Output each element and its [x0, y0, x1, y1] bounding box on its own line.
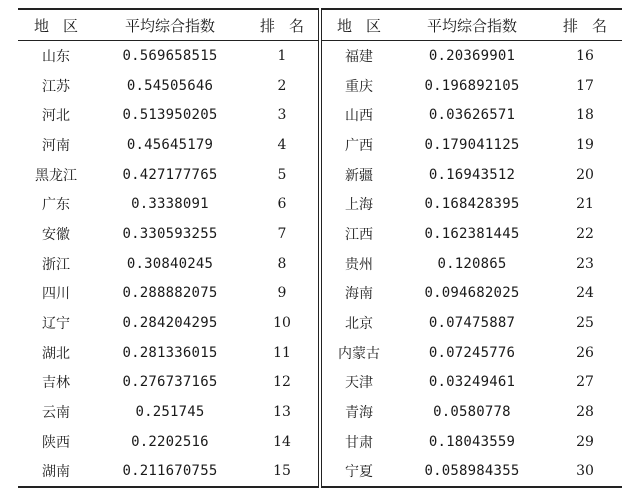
index-cell: 0.569658515	[122, 47, 218, 64]
rank-cell: 26	[576, 344, 594, 361]
region-cell: 青海	[345, 405, 373, 422]
table-row	[18, 100, 622, 130]
table-row	[18, 368, 622, 398]
table-row	[18, 279, 622, 309]
rank-cell: 22	[576, 225, 594, 242]
region-cell: 云南	[42, 405, 70, 422]
rank-cell: 16	[576, 47, 594, 64]
rank-cell: 28	[576, 404, 594, 421]
index-cell: 0.288882075	[122, 285, 218, 302]
rank-cell: 15	[246, 457, 320, 488]
header-region-left: 地区	[33, 16, 92, 35]
index-cell: 0.094682025	[424, 285, 520, 302]
rank-cell: 27	[576, 374, 594, 391]
rank-cell: 9	[246, 279, 320, 309]
rank-cell: 25	[576, 315, 594, 332]
index-cell: 0.20369901	[428, 47, 516, 64]
table-row	[18, 338, 622, 368]
index-cell: 0.03626571	[428, 107, 516, 124]
region-cell: 山西	[345, 108, 373, 125]
region-cell: 江苏	[42, 78, 70, 95]
index-cell: 0.2202516	[131, 433, 209, 450]
region-cell: 湖南	[42, 464, 70, 481]
index-cell: 0.54505646	[126, 77, 214, 94]
table-body	[18, 41, 622, 488]
rank-cell: 7	[246, 219, 320, 249]
index-cell: 0.162381445	[424, 225, 520, 242]
table-row	[18, 71, 622, 101]
index-cell: 0.427177765	[122, 166, 218, 183]
region-cell: 黑龙江	[35, 167, 77, 184]
table-row	[18, 189, 622, 219]
region-cell: 陕西	[42, 434, 70, 451]
region-cell: 甘肃	[345, 434, 373, 451]
header-index-right: 平均综合指数	[426, 16, 517, 35]
table-row	[18, 249, 622, 279]
rank-cell: 4	[246, 130, 320, 160]
region-cell: 广西	[345, 137, 373, 154]
header-rank-right: 排名	[562, 16, 621, 35]
region-cell: 新疆	[345, 167, 373, 184]
rank-cell: 8	[246, 249, 320, 279]
rank-cell: 6	[246, 189, 320, 219]
region-cell: 贵州	[345, 256, 373, 273]
rank-cell: 29	[576, 433, 594, 450]
header-index-left: 平均综合指数	[124, 16, 215, 35]
index-cell: 0.196892105	[424, 77, 520, 94]
index-cell: 0.211670755	[122, 463, 218, 480]
rank-cell: 2	[246, 71, 320, 101]
region-cell: 内蒙古	[338, 345, 380, 362]
region-cell: 吉林	[42, 375, 70, 392]
header-region-right: 地区	[336, 16, 395, 35]
index-cell: 0.168428395	[424, 196, 520, 213]
index-cell: 0.45645179	[126, 136, 214, 153]
region-cell: 上海	[345, 197, 373, 214]
region-cell: 浙江	[42, 256, 70, 273]
region-cell: 安徽	[42, 226, 70, 243]
index-cell: 0.281336015	[122, 344, 218, 361]
index-cell: 0.0580778	[433, 404, 511, 421]
index-cell: 0.18043559	[428, 433, 516, 450]
table-row	[18, 397, 622, 427]
rank-cell: 10	[246, 308, 320, 338]
region-cell: 海南	[345, 286, 373, 303]
region-cell: 天津	[345, 375, 373, 392]
region-cell: 辽宁	[42, 316, 70, 333]
index-cell: 0.251745	[135, 404, 205, 421]
index-cell: 0.120865	[437, 255, 507, 272]
rank-cell: 19	[576, 136, 594, 153]
index-cell: 0.058984355	[424, 463, 520, 480]
rank-cell: 17	[576, 77, 594, 94]
index-cell: 0.16943512	[428, 166, 516, 183]
region-cell: 重庆	[345, 78, 373, 95]
region-cell: 湖北	[42, 345, 70, 362]
rank-cell: 11	[246, 338, 320, 368]
index-cell: 0.276737165	[122, 374, 218, 391]
index-cell: 0.284204295	[122, 315, 218, 332]
table-row	[18, 219, 622, 249]
header-rank-left: 排名	[246, 9, 320, 41]
table-row	[18, 427, 622, 457]
rank-cell: 18	[576, 107, 594, 124]
rank-cell: 3	[246, 100, 320, 130]
table-row	[18, 41, 622, 71]
table-row	[18, 130, 622, 160]
index-cell: 0.3338091	[131, 196, 209, 213]
rank-cell: 24	[576, 285, 594, 302]
index-cell: 0.179041125	[424, 136, 520, 153]
region-cell: 河北	[42, 108, 70, 125]
rank-cell: 13	[246, 397, 320, 427]
index-cell: 0.30840245	[126, 255, 214, 272]
rank-cell: 14	[246, 427, 320, 457]
ranking-table-container	[18, 8, 621, 485]
region-cell: 北京	[345, 316, 373, 333]
header-row	[18, 9, 622, 41]
index-cell: 0.513950205	[122, 107, 218, 124]
rank-cell: 21	[576, 196, 594, 213]
index-cell: 0.03249461	[428, 374, 516, 391]
rank-cell: 30	[576, 463, 594, 480]
region-cell: 江西	[345, 226, 373, 243]
region-cell: 广东	[42, 197, 70, 214]
index-cell: 0.07245776	[428, 344, 516, 361]
rank-cell: 20	[576, 166, 594, 183]
rank-cell: 5	[246, 160, 320, 190]
table-row	[18, 308, 622, 338]
ranking-table	[18, 8, 622, 488]
region-cell: 山东	[42, 48, 70, 65]
rank-cell: 12	[246, 368, 320, 398]
table-row	[18, 457, 622, 488]
rank-cell: 1	[246, 41, 320, 71]
region-cell: 福建	[345, 48, 373, 65]
rank-cell: 23	[576, 255, 594, 272]
table-row	[18, 160, 622, 190]
region-cell: 河南	[42, 137, 70, 154]
index-cell: 0.07475887	[428, 315, 516, 332]
index-cell: 0.330593255	[122, 225, 218, 242]
region-cell: 宁夏	[345, 464, 373, 481]
region-cell: 四川	[42, 286, 70, 303]
